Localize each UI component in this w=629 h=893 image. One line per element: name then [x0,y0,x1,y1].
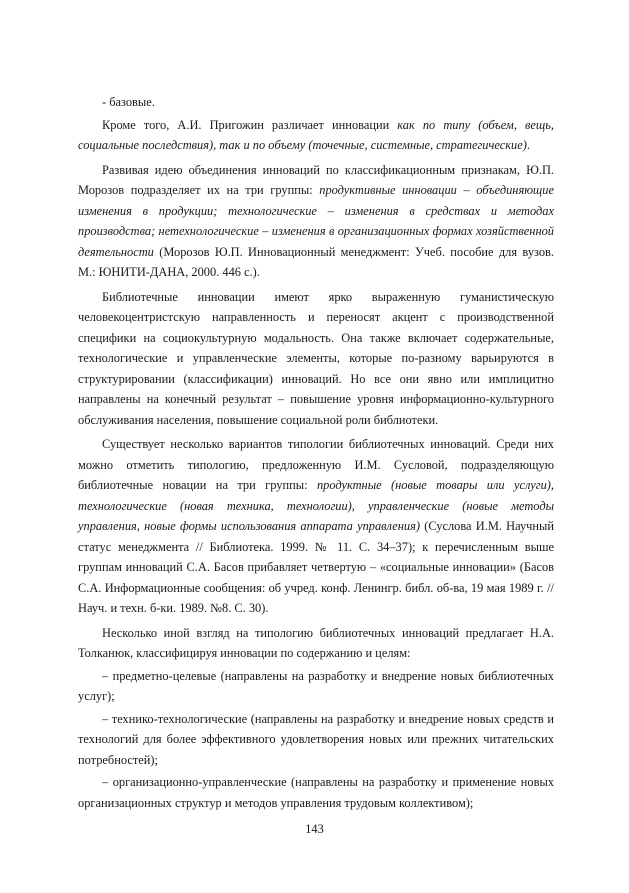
list-item-technical [78,709,554,771]
paragraph-library-innovations [78,287,554,431]
page-body-text [78,92,554,815]
text-run: – технико-технологические (направлены на разработку и внедрение новых средств и технологий для более эффективного удовлетворения новых или прежних читательских потребностей); [78,711,554,767]
text-run: Существует несколько вариантов типологии библиотечных инноваций. Среди них можно отметить типологию, предложенную И.М. Сусловой, подразделяющую библиотечные новации на три группы: [78,437,554,492]
page-number: 143 [305,822,324,836]
paragraph-tolkanyuk [78,623,554,664]
list-item-subject-target [78,666,554,707]
text-run: Несколько иной взгляд на типологию библиотечных инноваций предлагает Н.А. Толканюк, классифицируя инновации по содержанию и целям: [78,625,554,660]
text-run: Библиотечные инновации имеют ярко выраженную гуманистическую человекоцентристскую направленность и переносят акцент с производственной специфики на социокультурную модальность. Она также включает содержательные, технологические и управленческие элементы, которые по-разному варьируются в структурировании (классификации) инноваций. Но все они явно или имплицитно направлены на конечный результат – повышение уровня информационно-культурного обслуживания населения, повышение социальной роли библиотеки. [78,289,554,427]
text-run: – предметно-целевые (направлены на разработку и внедрение новых библиотечных услуг); [78,668,554,703]
paragraph-morozov [78,160,554,283]
list-item-organizational [78,772,554,813]
text-run: Развивая идею объединения инноваций по классификационным признакам, Ю.П. Морозов подразделяет их на три группы: [78,162,554,197]
text-run: - базовые. [102,95,155,109]
text-run: (Суслова И.М. Научный статус менеджмента // Библиотека. 1999. № 11. С. 34–37); к перечисленным выше группам инноваций С.А. Басов прибавляет четвертую – «социальные инновации» (Басов С.А. Информационные сообщения: об учред. конф. Ленингр. библ. об-ва, 19 мая 1989 г. // Науч. и техн. б-ки. 1989. №8. С. 30). [78,519,554,615]
text-run: Кроме того, А.И. Пригожин различает инновации [102,117,398,132]
paragraph-base-list-end [78,92,554,113]
paragraph-typology-suslova [78,434,554,619]
text-run: (Морозов Ю.П. Инновационный менеджмент: Учеб. пособие для вузов. М.: ЮНИТИ-ДАНА, 2000. 446 с.). [78,244,554,279]
paragraph-prigozhin [78,115,554,156]
text-run: . [526,138,530,152]
italic-text-run: как по типу (объем, вещь, социальные последствия), так и по объему (точечные, системные, стратегические) [78,117,554,152]
text-run: – организационно-управленческие (направлены на разработку и применение новых организационных структур и методов управления трудовым коллективом); [78,775,554,810]
italic-text-run: продуктные (новые товары или услуги), технологические (новая техника, технологии), управленческие (новые методы управления, новые формы использования аппарата управления) [78,478,554,533]
italic-text-run: продуктивные инновации – объединяющие изменения в продукции; технологические – изменения в средствах и методах производства; нетехнологические – изменения в организационных формах хозяйственной деятельности [78,183,554,259]
